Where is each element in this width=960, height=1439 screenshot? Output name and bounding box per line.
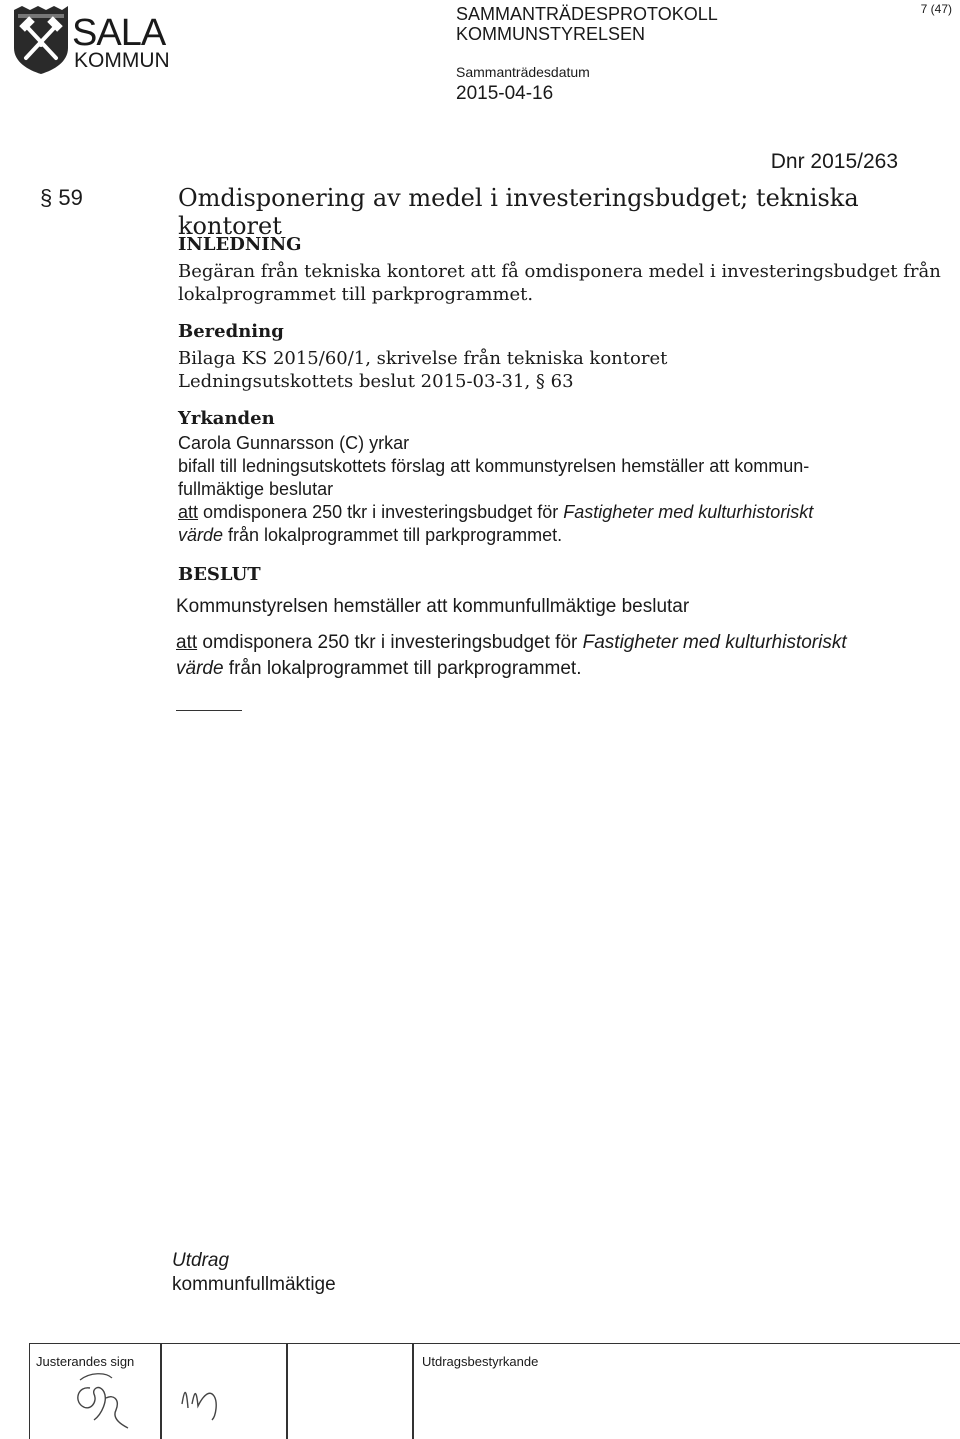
att-rest: omdisponera 250 tkr i investeringsbudget för [198, 502, 564, 522]
meeting-date: 2015-04-16 [456, 83, 554, 104]
utdrag-label: Utdrag [172, 1250, 230, 1271]
crossed-hammers-emblem-icon [12, 4, 70, 74]
italic-object-1: Fastigheter med kulturhistoriskt [563, 502, 814, 522]
beredning-line-1: Bilaga KS 2015/60/1, skrivelse från tekniska kontoret [178, 348, 668, 369]
end-rule [176, 710, 242, 711]
justerandes-sign-label: Justerandes sign [36, 1354, 135, 1369]
logo-name: SALA [72, 12, 166, 54]
yrkanden-att-clause-end [178, 524, 813, 547]
beslut-heading: BESLUT [178, 564, 261, 585]
beredning-text [178, 347, 667, 393]
meeting-date-label: Sammanträdesdatum [456, 64, 590, 80]
utdrag-recipient: kommunfullmäktige [172, 1274, 336, 1295]
yrkanden-heading: Yrkanden [178, 408, 275, 429]
logo-subtitle: KOMMUN [74, 49, 170, 72]
italic-object-2: värde [178, 525, 224, 545]
divider [160, 1344, 162, 1439]
att-word: att [178, 502, 199, 522]
utdragsbestyrkande-label: Utdragsbestyrkande [422, 1354, 539, 1369]
inledning-text [178, 260, 941, 306]
beslut-text [176, 630, 847, 682]
beslut-att-clause [176, 630, 847, 656]
att-word: att [176, 632, 198, 653]
handwritten-signature-2 [176, 1364, 266, 1424]
board-name: KOMMUNSTYRELSEN [456, 24, 646, 44]
handwritten-signature-1 [50, 1358, 150, 1436]
page-number: 7 (47) [920, 2, 952, 16]
signature-box [29, 1343, 960, 1439]
att-rest: omdisponera 250 tkr i investeringsbudget för [197, 632, 583, 653]
document-type: SAMMANTRÄDESPROTOKOLL [456, 4, 718, 24]
yrkanden-line-2: bifall till ledningsutskottets förslag att kommunstyrelsen hemställer att kommun- [178, 456, 810, 476]
beredning-line-2: Ledningsutskottets beslut 2015-03-31, § 63 [178, 371, 574, 392]
yrkanden-line-1: Carola Gunnarsson (C) yrkar [178, 433, 410, 453]
inledning-heading: INLEDNING [178, 234, 302, 255]
italic-object-1: Fastigheter med kulturhistoriskt [582, 632, 847, 653]
italic-object-2: värde [176, 658, 224, 679]
divider [286, 1344, 288, 1439]
yrkanden-att-clause [178, 501, 813, 524]
sala-kommun-logo [12, 4, 177, 74]
inledning-line-1: Begäran från tekniska kontoret att få omdisponera medel i investeringsbudget från [178, 261, 941, 282]
yrkanden-text [178, 432, 813, 547]
section-title: Omdisponering av medel i investeringsbudget; tekniska kontoret [178, 184, 859, 240]
yrkanden-line-3: fullmäktige beslutar [178, 479, 334, 499]
beslut-att-clause-end [176, 656, 847, 682]
att-end: från lokalprogrammet till parkprogrammet. [223, 658, 582, 679]
beredning-heading: Beredning [178, 321, 284, 342]
divider [412, 1344, 414, 1439]
beslut-intro: Kommunstyrelsen hemställer att kommunfullmäktige beslutar [176, 596, 690, 617]
inledning-line-2: lokalprogrammet till parkprogrammet. [178, 284, 534, 305]
att-end: från lokalprogrammet till parkprogrammet. [223, 525, 563, 545]
section-number: § 59 [40, 185, 83, 210]
diary-number: Dnr 2015/263 [770, 150, 898, 173]
